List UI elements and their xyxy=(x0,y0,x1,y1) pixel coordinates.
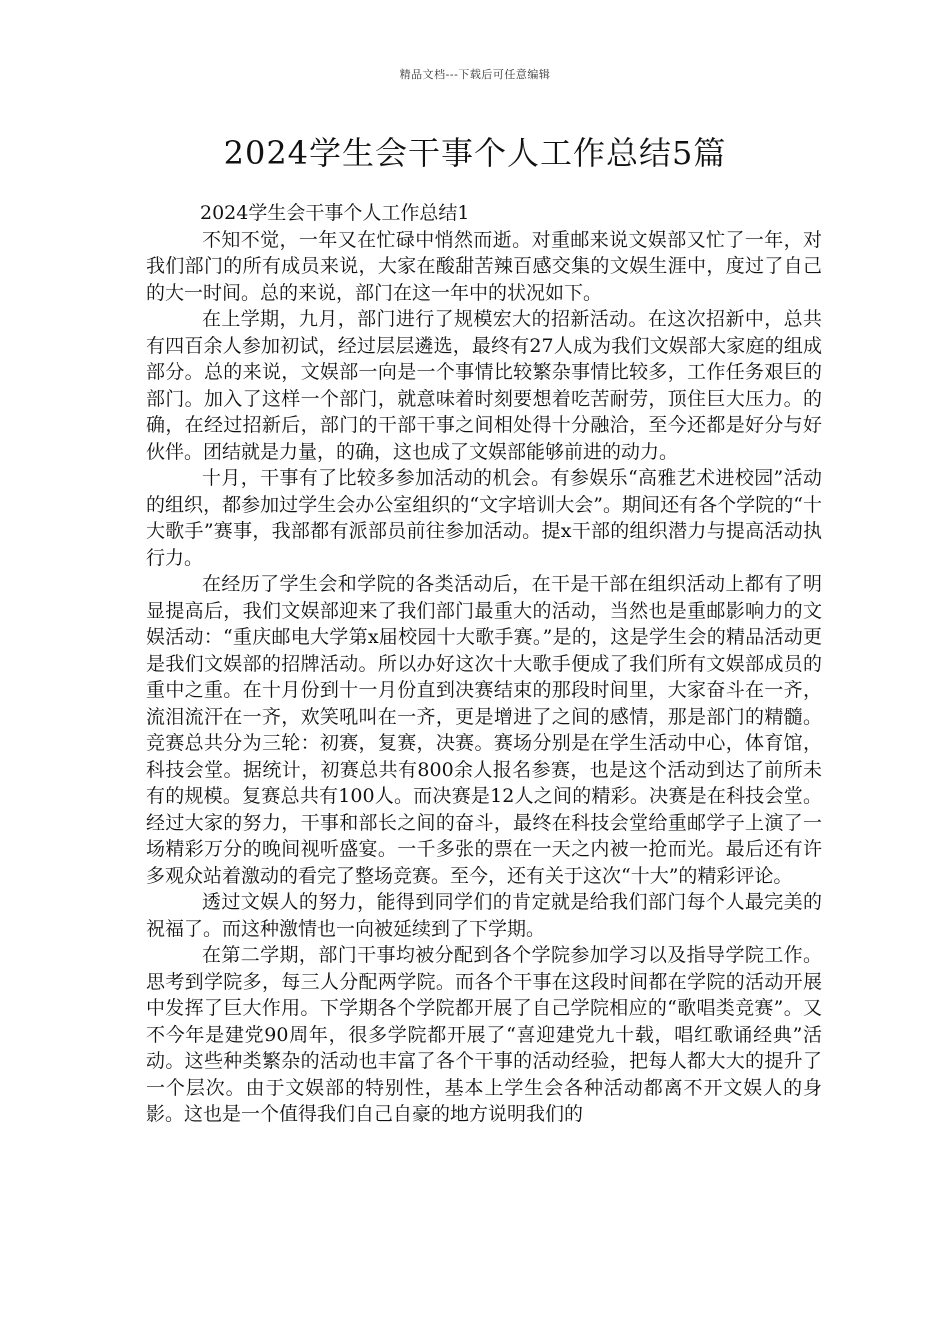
header-note: 精品文档---下载后可任意编辑 xyxy=(399,68,551,81)
paragraph: 透过文娱人的努力，能得到同学们的肯定就是给我们部门每个人最完美的祝福了。而这种激情也一向被延续到了下学期。 xyxy=(146,891,822,940)
section-subtitle: 2024学生会干事个人工作总结1 xyxy=(200,202,470,224)
paragraph: 在第二学期，部门干事均被分配到各个学院参加学习以及指导学院工作。思考到学院多，每三人分配两学院。而各个干事在这段时间都在学院的活动开展中发挥了巨大作用。下学期各个学院都开展了自己学院相应的“歌唱类竞赛”。又不今年是建党90周年，很多学院都开展了“喜迎建党九十载，唱红歌诵经典”活动。这些种类繁杂的活动也丰富了各个干事的活动经验，把每人都大大的提升了一个层次。由于文娱部的特别性，基本上学生会各种活动都离不开文娱人的身影。这也是一个值得我们自己自豪的地方说明我们的 xyxy=(146,944,822,1125)
paragraph: 十月，干事有了比较多参加活动的机会。有参娱乐“高雅艺术进校园”活动的组织，都参加过学生会办公室组织的“文字培训大会”。期间还有各个学院的“十大歌手”赛事，我部都有派部员前往参加活动。提x干部的组织潜力与提高活动执行力。 xyxy=(146,467,822,569)
paragraph: 在上学期，九月，部门进行了规模宏大的招新活动。在这次招新中，总共有四百余人参加初试，经过层层遴选，最终有27人成为我们文娱部大家庭的组成部分。总的来说，文娱部一向是一个事情比较繁杂事情比较多，工作任务艰巨的部门。加入了这样一个部门，就意味着时刻要想着吃苦耐劳，顶住巨大压力。的确，在经过招新后，部门的干部干事之间相处得十分融洽，至今还都是好分与好伙伴。团结就是力量，的确，这也成了文娱部能够前进的动力。 xyxy=(146,308,822,463)
document-title: 2024学生会干事个人工作总结5篇 xyxy=(223,134,727,172)
paragraph: 不知不觉，一年又在忙碌中悄然而逝。对重邮来说文娱部又忙了一年，对我们部门的所有成员来说，大家在酸甜苦辣百感交集的文娱生涯中，度过了自己的大一时间。总的来说，部门在这一年中的状况如下。 xyxy=(146,228,822,304)
paragraph: 在经历了学生会和学院的各类活动后，在干是干部在组织活动上都有了明显提高后，我们文娱部迎来了我们部门最重大的活动，当然也是重邮影响力的文娱活动：“重庆邮电大学第x届校园十大歌手赛。”是的，这是学生会的精品活动更是我们文娱部的招牌活动。所以办好这次十大歌手便成了我们所有文娱部成员的重中之重。在十月份到十一月份直到决赛结束的那段时间里，大家奋斗在一齐，流泪流汗在一齐，欢笑吼叫在一齐，更是增进了之间的感情，那是部门的精髓。竞赛总共分为三轮：初赛，复赛，决赛。赛场分别是在学生活动中心，体育馆，科技会堂。据统计，初赛总共有800余人报名参赛，也是这个活动到达了前所未有的规模。复赛总共有100人。而决赛是12人之间的精彩。决赛是在科技会堂。经过大家的努力，干事和部长之间的奋斗，最终在科技会堂给重邮学子上演了一场精彩万分的晚间视听盛宴。一千多张的票在一天之内被一抢而光。最后还有许多观众站着激动的看完了整场竞赛。至今，还有关于这次“十大”的精彩评论。 xyxy=(146,573,822,887)
document-body xyxy=(146,200,822,1128)
